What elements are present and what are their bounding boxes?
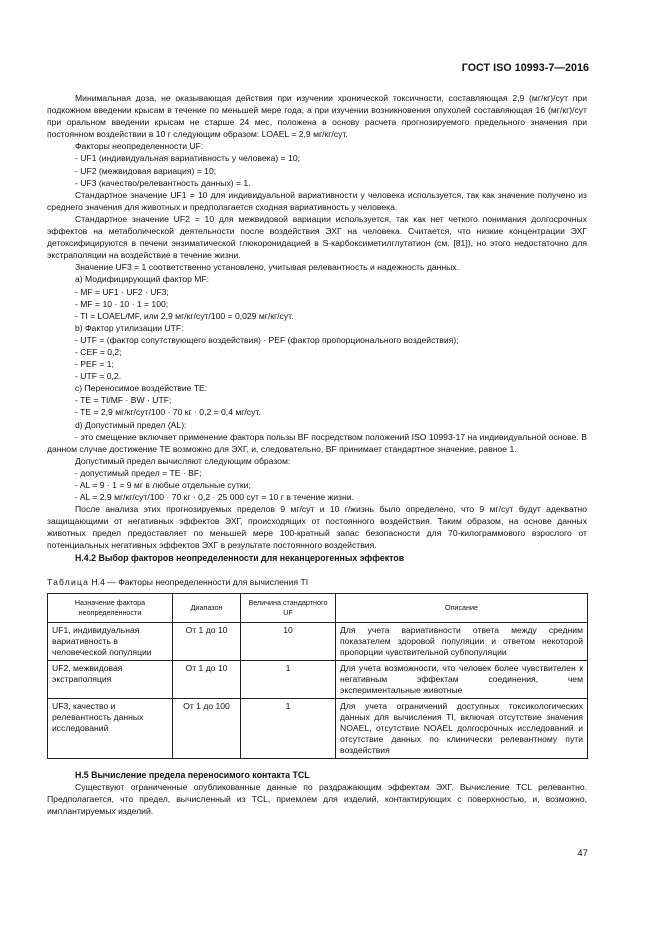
table-cell: UF1, индивидуальная вариативность в человеческой популяции — [48, 622, 173, 660]
list-item: - TI = LOAEL/MF, или 2,9 мг/кг/сут/100 = 0,029 мг/кг/сут. — [75, 310, 294, 321]
page-content — [47, 92, 587, 817]
table-row — [48, 660, 588, 698]
table-cell: 1 — [241, 660, 336, 698]
list-item: - AL = 9 · 1 = 9 мг в любые отдельные сутки; — [75, 480, 251, 490]
uncertainty-factors-table — [47, 593, 588, 759]
list-item: - UTF = (фактор сопутствующего воздействия) · PEF (фактор пропорционального воздействия); — [75, 334, 459, 345]
table-cell: Для учета ограничений доступных токсикологических данных для вычисления TI, включая отсутствие значения NOAEL, отсутствие NOAEL долгосрочных исследований и отсутствие данных по клинически релевантному пути воздействия — [336, 698, 588, 758]
list-item: - TE = TI/MF · BW · UTF; — [75, 395, 172, 406]
document-id-header: ГОСТ ISO 10993-7—2016 — [461, 62, 589, 74]
column-header: Величина стандартного UF — [241, 593, 336, 622]
list-item: - MF = 10 · 10 · 1 = 100; — [75, 298, 169, 309]
column-header: Диапазон — [173, 593, 241, 622]
list-item: - UF1 (индивидуальная вариативность у человека) = 10; — [75, 153, 300, 164]
item-d-heading: d) Допустимый предел (AL): — [75, 419, 187, 430]
list-item: - UF2 (межвидовая вариация) = 10; — [75, 165, 217, 176]
section-heading-h42: Н.4.2 Выбор факторов неопределенности для неканцерогенных эффектов — [75, 552, 405, 563]
paragraph-uf2: Стандартное значение UF2 = 10 для межвидовой вариации используется, так как нет четкого понимания долгосрочных эффектов на метаболической деятельности после воздействия ЭХГ на человека. Считается, что низкие концентрации ЭХГ детоксифицируются в печени энзиматической глюкоронидацией в S-карбоксиметилглутатион (см. [81]), но этого недостаточно для экстраполяции на воздействие в течение жизни. — [47, 213, 587, 261]
paragraph-bf: - это смещение включает применение фактора пользы BF посредством положений ISO 10993-17 на индивидуальной основе. В данном случае достижение TE возможно для ЭХГ, и, следовательно, BF принимает стандартное значение, равное 1. — [47, 431, 587, 454]
table-row — [48, 622, 588, 660]
table-caption-text: Н.4 — Факторы неопределенности для вычисления TI — [91, 576, 309, 587]
list-item: - CEF = 0,2; — [75, 346, 122, 357]
table-cell: 1 — [241, 698, 336, 758]
table-cell: От 1 до 100 — [173, 698, 241, 758]
list-item: - MF = UF1 · UF2 · UF3; — [75, 286, 169, 297]
table-caption — [47, 576, 587, 588]
paragraph-uf3: Значение UF3 = 1 соответственно установлено, учитывая релевантность и надежность данных. — [75, 262, 459, 273]
list-item: - UF3 (качество/релевантность данных) = 1. — [75, 177, 251, 188]
table-cell: UF3, качество и релевантность данных исследований — [48, 698, 173, 758]
page-number: 47 — [577, 848, 588, 859]
table-cell: Для учета возможности, что человек более чувствителен к негативным эффектам соединения, чем экспериментальные животные — [336, 660, 588, 698]
section-heading-h5: Н.5 Вычисление предела переносимого контакта TCL — [75, 769, 310, 780]
list-item: - UTF = 0,2. — [75, 371, 122, 382]
uf-heading: Факторы неопределенности UF: — [75, 141, 204, 152]
table-caption-label: Таблица — [47, 576, 90, 587]
item-c-heading: c) Переносимое воздействие TE: — [75, 383, 208, 394]
item-b-heading: b) Фактор утилизации UTF: — [75, 322, 184, 333]
column-header: Описание — [336, 593, 588, 622]
list-item: - допустимый предел = TE · BF; — [75, 467, 202, 478]
list-item: - PEF = 1; — [75, 359, 114, 370]
table-cell: От 1 до 10 — [173, 622, 241, 660]
table-cell: От 1 до 10 — [173, 660, 241, 698]
table-cell: UF2, межвидовая экстраполяция — [48, 660, 173, 698]
paragraph-tcl: Существуют ограниченные опубликованные данные по раздражающим эффектам ЭХГ. Вычисление TCL релевантно. Предполагается, что предел, вычисленный из TCL, приемлем для изделий, контактирующих с поверхностью, и, возможно, имплантируемых изделий. — [47, 781, 587, 817]
item-a-heading: a) Модифицирующий фактор MF: — [75, 274, 210, 285]
table-cell: 10 — [241, 622, 336, 660]
table-header-row — [48, 593, 588, 622]
table-row — [48, 698, 588, 758]
list-item: - TE = 2,9 мг/кг/сут/100 · 70 кг · 0,2 = 0,4 мг/сут. — [75, 407, 261, 418]
paragraph-conclusion: После анализа этих прогнозируемых пределов 9 мг/сут и 10 г/жизнь было определено, что 9 мг/сут будут адекватно защищающими от негативных эффектов ЭХГ, происходящих от постоянного воздействия. Таким образом, на основе данных животных предел предоставляет по меньшей мере 100-кратный запас безопасности для 70-килограммового взрослого от потенциальных негативных эффектов ЭХГ в результате постоянного воздействия. — [47, 504, 587, 551]
table-cell: Для учета вариативности ответа между средним показателем здоровой популяции и ответом некоторой пропорции чувствительной субпопуляции — [336, 622, 588, 660]
al-heading: Допустимый предел вычисляют следующим образом: — [75, 455, 291, 466]
paragraph-loael: Минимальная доза, не оказывающая действия при изучении хронической токсичности, составляющая 2,9 (мг/кг)/сут при подкожном введении крысам в течение по меньшей мере года, а при изучении возникновения опухолей составляющая 16 (мг/кг)/сут при оральном введении крысам не старше 24 мес, положена в основу расчета прогнозируемого предельного значения при постоянном воздействии в 10 г следующим образом: LOAEL = 2,9 мг/кг/сут. — [47, 93, 587, 140]
list-item: - AL = 2,9 мг/кг/сут/100 · 70 кг · 0,2 · 25 000 сут = 10 г в течение жизни. — [75, 492, 354, 503]
paragraph-uf1: Стандартное значение UF1 = 10 для индивидуальной вариативности у человека используется, так как значение получено из среднего значения для животных и предполагается сходная вариативность у человека. — [47, 189, 587, 212]
column-header: Назначение фактора неопределенности — [48, 593, 173, 622]
